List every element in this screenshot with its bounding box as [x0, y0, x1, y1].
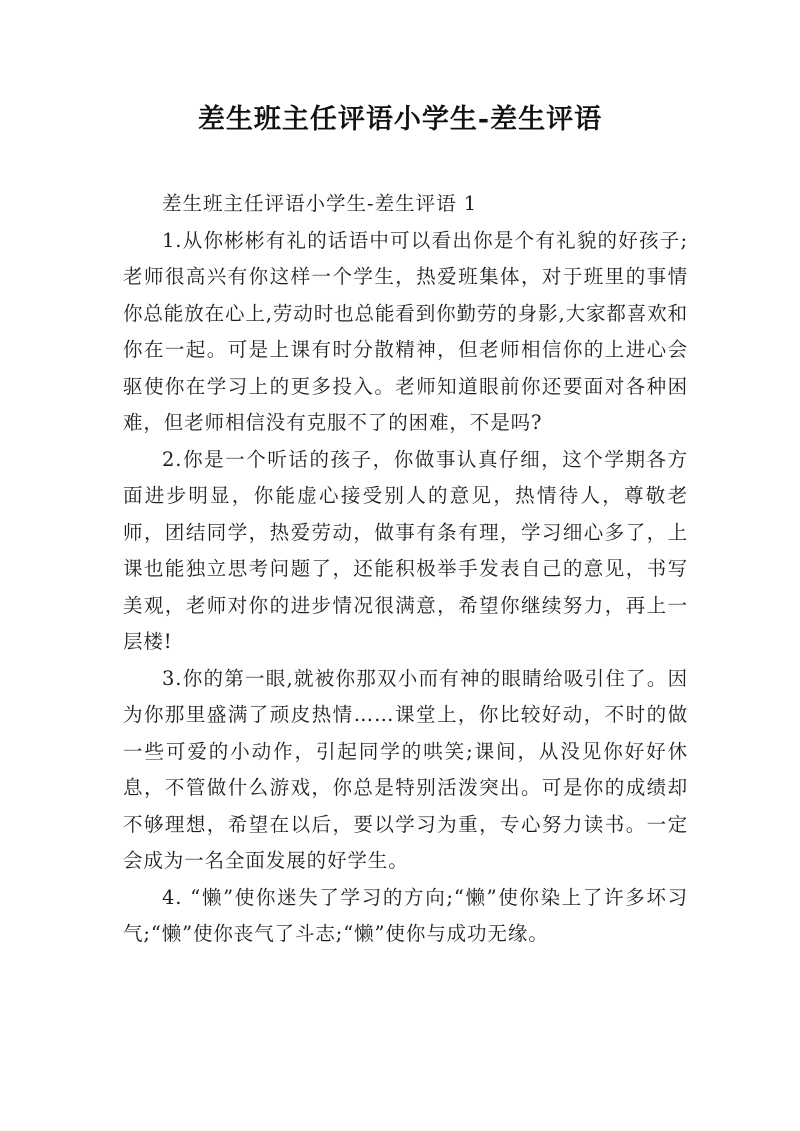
- comment-paragraph-3: 3.你的第一眼,就被你那双小而有神的眼睛给吸引住了。因为你那里盛满了顽皮热情……课堂上，你比较好动，不时的做一些可爱的小动作，引起同学的哄笑;课间，从没见你好好休息，不管做什么游戏，你总是特别活泼突出。可是你的成绩却不够理想，希望在以后，要以学习为重，专心努力读书。一定会成为一名全面发展的好学生。: [123, 666, 688, 872]
- comment-paragraph-2: 2.你是一个听话的孩子，你做事认真仔细，这个学期各方面进步明显，你能虚心接受别人的意见，热情待人，尊敬老师，团结同学，热爱劳动，做事有条有理，学习细心多了，上课也能独立思考问题了，还能积极举手发表自己的意见，书写美观，老师对你的进步情况很满意，希望你继续努力，再上一层楼!: [123, 447, 688, 653]
- comment-paragraph-4: 4. “懒”使你迷失了学习的方向;“懒”使你染上了许多坏习气;“懒”使你丧气了斗志;“懒”使你与成功无缘。: [123, 885, 688, 945]
- section-heading: 差生班主任评语小学生-差生评语 1: [162, 192, 478, 215]
- document-title: 差生班主任评语小学生-差生评语: [197, 104, 603, 135]
- comment-paragraph-1: 1.从你彬彬有礼的话语中可以看出你是个有礼貌的好孩子;老师很高兴有你这样一个学生，热爱班集体，对于班里的事情你总能放在心上,劳动时也总能看到你勤劳的身影,大家都喜欢和你在一起。可是上课有时分散精神，但老师相信你的上进心会驱使你在学习上的更多投入。老师知道眼前你还要面对各种困难，但老师相信没有克服不了的困难，不是吗?: [123, 228, 688, 434]
- document-body: [123, 186, 688, 953]
